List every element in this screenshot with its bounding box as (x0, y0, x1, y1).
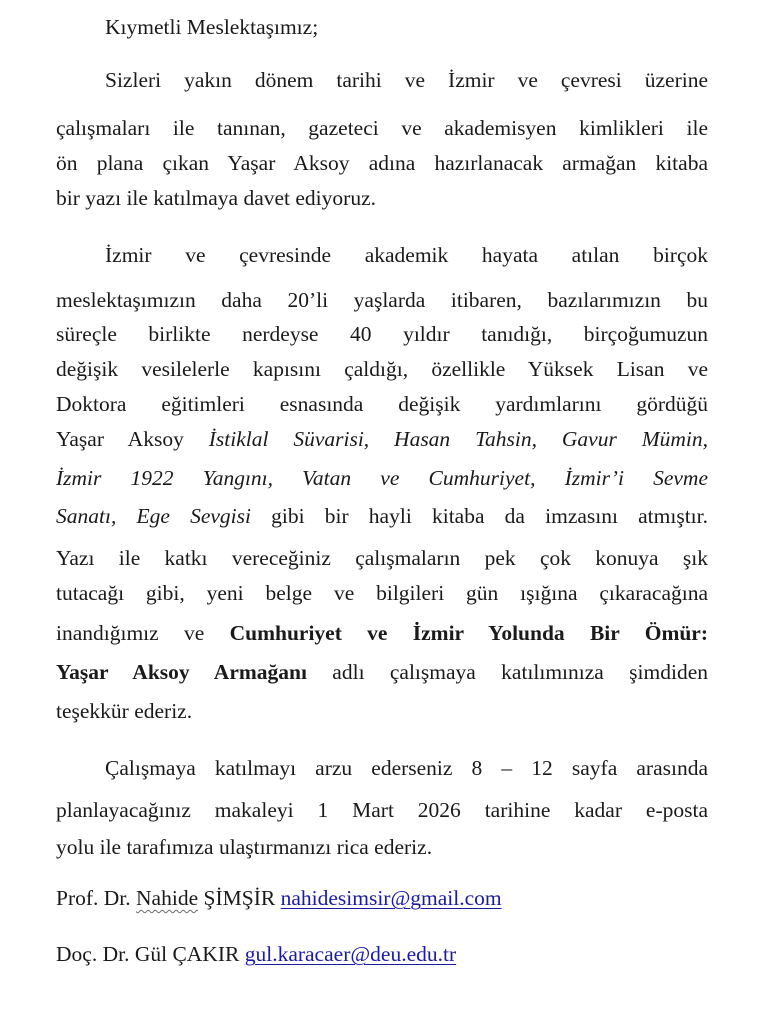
paragraph-line: ön plana çıkan Yaşar Aksoy adına hazırlanacak armağan kitaba (56, 151, 708, 175)
paragraph-line: süreçle birlikte nerdeyse 40 yıldır tanıdığı, birçoğumuzun (56, 322, 708, 346)
paragraph-line (56, 503, 708, 529)
email-link[interactable]: nahidesimsir@gmail.com (280, 886, 502, 910)
paragraph-line: tutacağı gibi, yeni belge ve bilgileri gün ışığına çıkaracağına (56, 581, 708, 605)
book-titles: İzmir 1922 Yangını, Vatan ve Cumhuriyet, İzmir’i Sevme (56, 466, 708, 490)
email-link[interactable]: gul.karacaer@deu.edu.tr (244, 942, 457, 966)
book-title-bold: Cumhuriyet ve İzmir Yolunda Bir Ömür: (229, 621, 709, 645)
paragraph-line (56, 620, 708, 646)
signature-prof (56, 885, 708, 911)
paragraph-text: inandığımız ve (56, 621, 205, 645)
paragraph-line: İzmir ve çevresinde akademik hayata atılan birçok (105, 243, 708, 267)
paragraph-line: bir yazı ile katılmaya davet ediyoruz. (56, 186, 376, 210)
salutation: Kıymetli Meslektaşımız; (105, 15, 319, 39)
paragraph-line: teşekkür ederiz. (56, 699, 193, 723)
paragraph-line: planlayacağınız makaleyi 1 Mart 2026 tarihine kadar e-posta (56, 798, 708, 822)
signature-first-name: Nahide (136, 886, 199, 910)
paragraph-text: gibi bir hayli kitaba da imzasını atmıştır. (271, 504, 709, 528)
signature-title: Prof. Dr. (56, 886, 131, 910)
author-name: Yaşar Aksoy (56, 427, 184, 451)
book-title-bold: Yaşar Aksoy Armağanı (56, 660, 307, 684)
book-titles: Sanatı, Ege Sevgisi (56, 504, 251, 528)
paragraph-line: Çalışmaya katılmayı arzu ederseniz 8 – 12 sayfa arasında (105, 756, 708, 780)
signature-last-name: ŞİMŞİR (203, 886, 276, 910)
signature-doc (56, 941, 708, 967)
paragraph-line: yolu ile tarafımıza ulaştırmanızı rica ederiz. (56, 835, 433, 859)
paragraph-line: çalışmaları ile tanınan, gazeteci ve akademisyen kimlikleri ile (56, 116, 708, 140)
paragraph-line: değişik vesilelerle kapısını çaldığı, özellikle Yüksek Lisan ve (56, 357, 708, 381)
paragraph-line: meslektaşımızın daha 20’li yaşlarda itibaren, bazılarımızın bu (56, 288, 708, 312)
book-titles: İstiklal Süvarisi, Hasan Tahsin, Gavur Mümin, (208, 427, 709, 451)
paragraph-line: Sizleri yakın dönem tarihi ve İzmir ve çevresi üzerine (105, 68, 708, 92)
paragraph-text: adlı çalışmaya katılımınıza şimdiden (332, 660, 708, 684)
paragraph-line (56, 659, 708, 685)
paragraph-line (56, 426, 708, 452)
paragraph-line: Doktora eğitimleri esnasında değişik yardımlarını gördüğü (56, 392, 708, 416)
signature-name: Doç. Dr. Gül ÇAKIR (56, 942, 240, 966)
paragraph-line: Yazı ile katkı vereceğiniz çalışmaların pek çok konuya şık (56, 546, 708, 570)
